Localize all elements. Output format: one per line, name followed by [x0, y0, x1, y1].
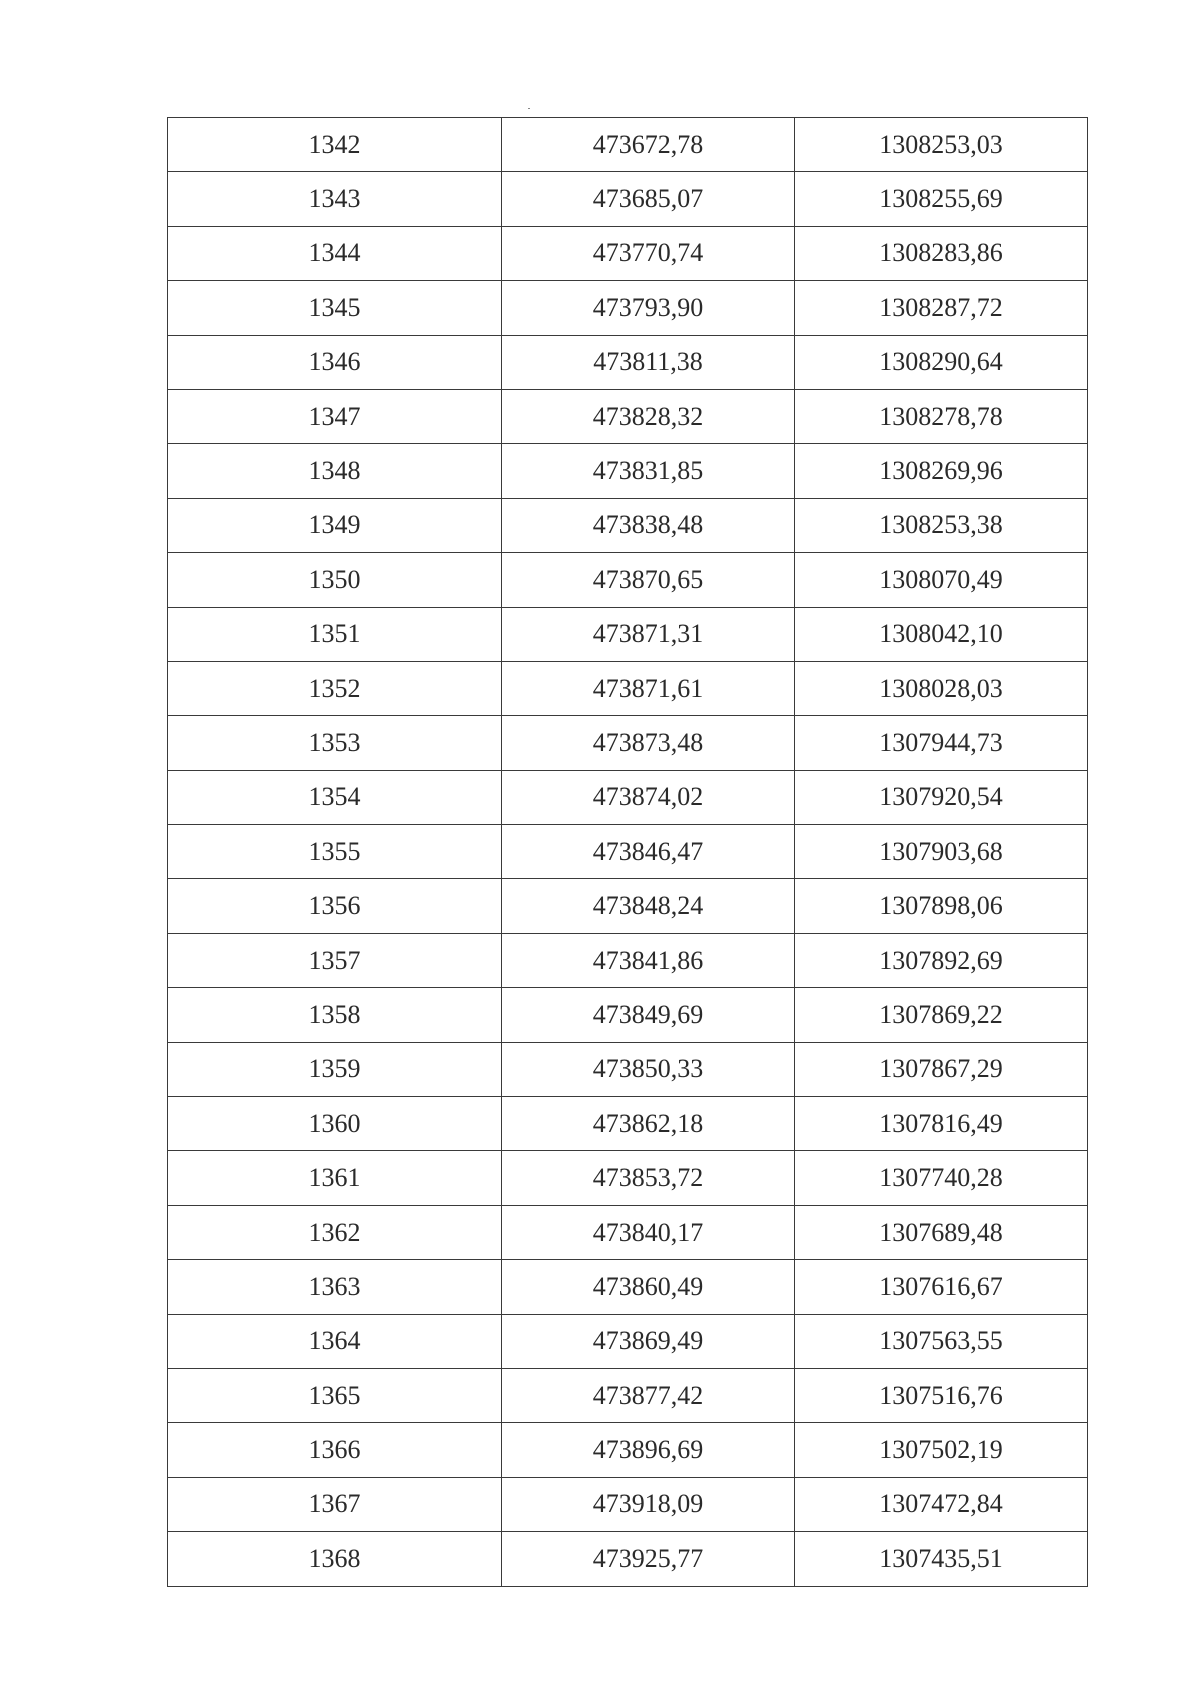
x-coordinate-cell: 473869,49 [502, 1314, 795, 1368]
y-coordinate-cell: 1307616,67 [795, 1260, 1088, 1314]
x-coordinate-cell: 473874,02 [502, 770, 795, 824]
x-coordinate-cell: 473849,69 [502, 988, 795, 1042]
x-coordinate-cell: 473862,18 [502, 1097, 795, 1151]
y-coordinate-cell: 1307898,06 [795, 879, 1088, 933]
table-row [168, 933, 1088, 987]
point-number-cell: 1351 [168, 607, 502, 661]
y-coordinate-cell: 1307435,51 [795, 1532, 1088, 1586]
point-number-cell: 1342 [168, 118, 502, 172]
table-row [168, 988, 1088, 1042]
table-row [168, 879, 1088, 933]
x-coordinate-cell: 473853,72 [502, 1151, 795, 1205]
x-coordinate-cell: 473831,85 [502, 444, 795, 498]
table-row [168, 553, 1088, 607]
y-coordinate-cell: 1307472,84 [795, 1477, 1088, 1531]
y-coordinate-cell: 1308253,38 [795, 498, 1088, 552]
x-coordinate-cell: 473870,65 [502, 553, 795, 607]
table-row [168, 1477, 1088, 1531]
point-number-cell: 1355 [168, 825, 502, 879]
point-number-cell: 1359 [168, 1042, 502, 1096]
point-number-cell: 1354 [168, 770, 502, 824]
point-number-cell: 1357 [168, 933, 502, 987]
y-coordinate-cell: 1307816,49 [795, 1097, 1088, 1151]
coordinates-table-body [168, 118, 1088, 1587]
y-coordinate-cell: 1307869,22 [795, 988, 1088, 1042]
table-row [168, 607, 1088, 661]
x-coordinate-cell: 473841,86 [502, 933, 795, 987]
y-coordinate-cell: 1308278,78 [795, 389, 1088, 443]
table-row [168, 389, 1088, 443]
table-row [168, 226, 1088, 280]
x-coordinate-cell: 473877,42 [502, 1368, 795, 1422]
point-number-cell: 1349 [168, 498, 502, 552]
table-row [168, 444, 1088, 498]
point-number-cell: 1353 [168, 716, 502, 770]
point-number-cell: 1362 [168, 1205, 502, 1259]
y-coordinate-cell: 1308028,03 [795, 661, 1088, 715]
point-number-cell: 1367 [168, 1477, 502, 1531]
table-row [168, 1260, 1088, 1314]
table-row [168, 1423, 1088, 1477]
table-row [168, 1368, 1088, 1422]
x-coordinate-cell: 473860,49 [502, 1260, 795, 1314]
y-coordinate-cell: 1307563,55 [795, 1314, 1088, 1368]
y-coordinate-cell: 1307516,76 [795, 1368, 1088, 1422]
y-coordinate-cell: 1308283,86 [795, 226, 1088, 280]
x-coordinate-cell: 473840,17 [502, 1205, 795, 1259]
y-coordinate-cell: 1307920,54 [795, 770, 1088, 824]
point-number-cell: 1368 [168, 1532, 502, 1586]
point-number-cell: 1343 [168, 172, 502, 226]
table-row [168, 118, 1088, 172]
y-coordinate-cell: 1307502,19 [795, 1423, 1088, 1477]
point-number-cell: 1364 [168, 1314, 502, 1368]
table-row [168, 825, 1088, 879]
point-number-cell: 1348 [168, 444, 502, 498]
x-coordinate-cell: 473918,09 [502, 1477, 795, 1531]
table-row [168, 1097, 1088, 1151]
table-row [168, 770, 1088, 824]
point-number-cell: 1358 [168, 988, 502, 1042]
table-row [168, 1532, 1088, 1586]
y-coordinate-cell: 1308070,49 [795, 553, 1088, 607]
x-coordinate-cell: 473811,38 [502, 335, 795, 389]
y-coordinate-cell: 1307892,69 [795, 933, 1088, 987]
x-coordinate-cell: 473828,32 [502, 389, 795, 443]
x-coordinate-cell: 473846,47 [502, 825, 795, 879]
point-number-cell: 1344 [168, 226, 502, 280]
table-row [168, 1042, 1088, 1096]
point-number-cell: 1350 [168, 553, 502, 607]
table-row [168, 1205, 1088, 1259]
y-coordinate-cell: 1307740,28 [795, 1151, 1088, 1205]
y-coordinate-cell: 1308269,96 [795, 444, 1088, 498]
x-coordinate-cell: 473848,24 [502, 879, 795, 933]
table-row [168, 1151, 1088, 1205]
point-number-cell: 1363 [168, 1260, 502, 1314]
scan-speck [528, 108, 530, 109]
x-coordinate-cell: 473873,48 [502, 716, 795, 770]
point-number-cell: 1356 [168, 879, 502, 933]
point-number-cell: 1361 [168, 1151, 502, 1205]
table-row [168, 335, 1088, 389]
coordinates-table [167, 117, 1088, 1587]
table-row [168, 1314, 1088, 1368]
x-coordinate-cell: 473850,33 [502, 1042, 795, 1096]
table-row [168, 716, 1088, 770]
y-coordinate-cell: 1308290,64 [795, 335, 1088, 389]
x-coordinate-cell: 473685,07 [502, 172, 795, 226]
point-number-cell: 1345 [168, 281, 502, 335]
point-number-cell: 1366 [168, 1423, 502, 1477]
y-coordinate-cell: 1307903,68 [795, 825, 1088, 879]
table-row [168, 281, 1088, 335]
x-coordinate-cell: 473871,31 [502, 607, 795, 661]
x-coordinate-cell: 473925,77 [502, 1532, 795, 1586]
point-number-cell: 1360 [168, 1097, 502, 1151]
y-coordinate-cell: 1308042,10 [795, 607, 1088, 661]
x-coordinate-cell: 473896,69 [502, 1423, 795, 1477]
point-number-cell: 1347 [168, 389, 502, 443]
y-coordinate-cell: 1308287,72 [795, 281, 1088, 335]
x-coordinate-cell: 473672,78 [502, 118, 795, 172]
y-coordinate-cell: 1307944,73 [795, 716, 1088, 770]
table-row [168, 172, 1088, 226]
table-row [168, 661, 1088, 715]
y-coordinate-cell: 1307689,48 [795, 1205, 1088, 1259]
point-number-cell: 1365 [168, 1368, 502, 1422]
point-number-cell: 1352 [168, 661, 502, 715]
y-coordinate-cell: 1308253,03 [795, 118, 1088, 172]
y-coordinate-cell: 1307867,29 [795, 1042, 1088, 1096]
y-coordinate-cell: 1308255,69 [795, 172, 1088, 226]
point-number-cell: 1346 [168, 335, 502, 389]
x-coordinate-cell: 473871,61 [502, 661, 795, 715]
x-coordinate-cell: 473793,90 [502, 281, 795, 335]
table-row [168, 498, 1088, 552]
x-coordinate-cell: 473838,48 [502, 498, 795, 552]
x-coordinate-cell: 473770,74 [502, 226, 795, 280]
